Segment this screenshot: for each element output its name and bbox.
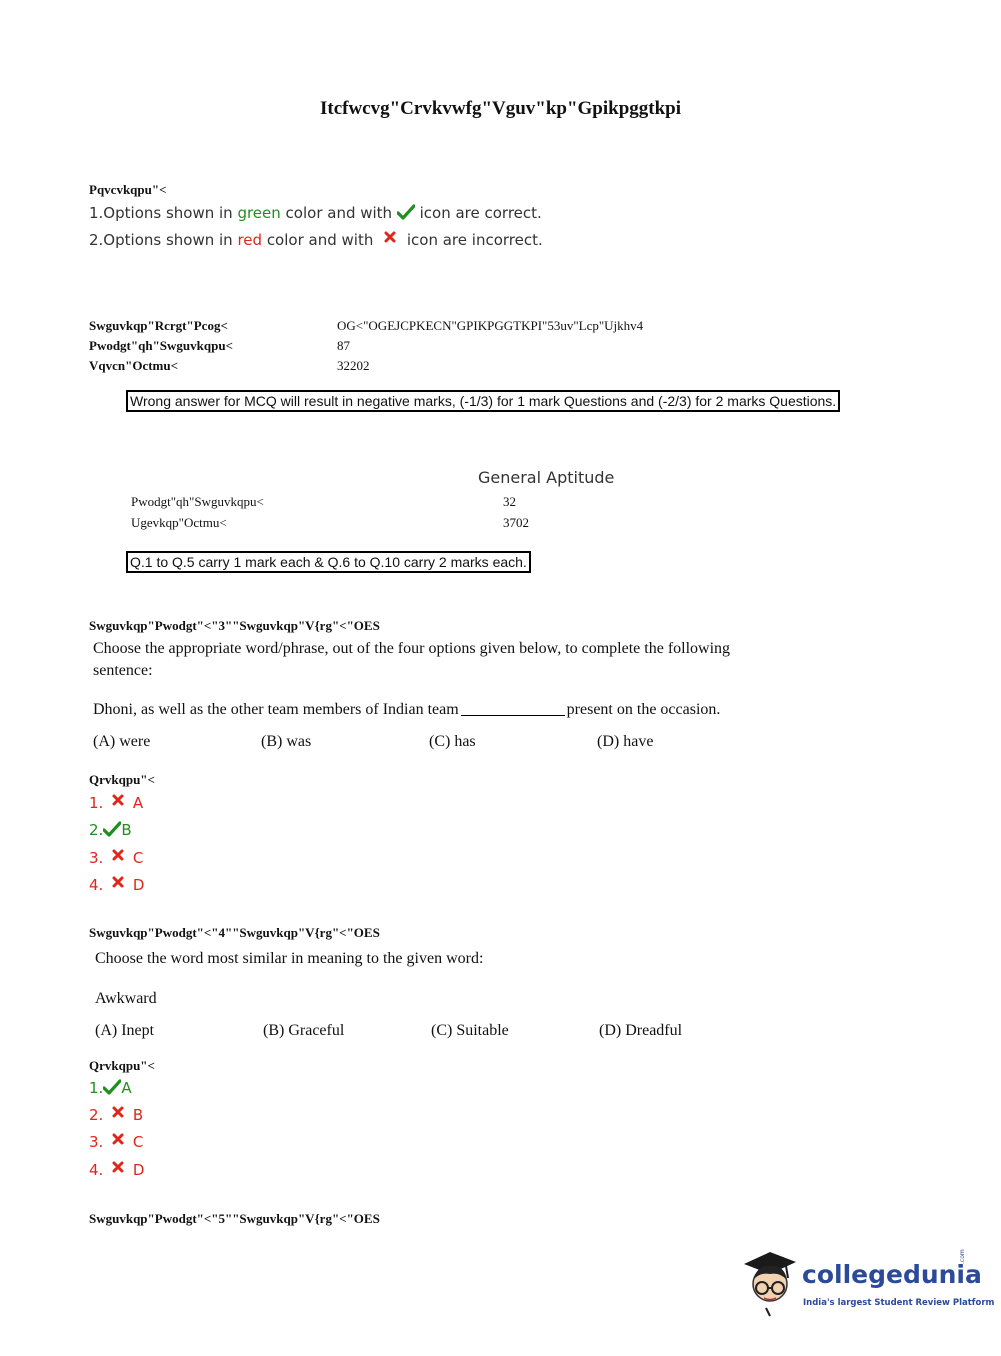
total-marks-value: 32202	[337, 358, 370, 373]
cross-icon	[112, 849, 124, 861]
question-word: Awkward	[95, 990, 157, 1007]
notation-line-1: 1.Options shown in green color and with icon are correct.	[89, 204, 542, 222]
question-header: Swguvkqp"Pwodgt"<"3""Swguvkqp"V{rg"<"OES	[89, 618, 380, 633]
sentence-blank	[461, 701, 565, 716]
option-row: 4. D	[89, 1161, 145, 1179]
option-row: 3. C	[89, 1133, 144, 1151]
cross-icon	[112, 1161, 124, 1173]
options-heading: Qrvkqpu"<	[89, 772, 155, 787]
option-row: 3. C	[89, 849, 144, 867]
option-row: 1. A	[89, 794, 144, 812]
check-icon	[397, 204, 415, 220]
choice-d: (D) Dreadful	[599, 1022, 683, 1039]
option-row: 1. A	[89, 1079, 132, 1097]
choice-b: (B) Graceful	[263, 1022, 345, 1039]
option-row: 2. B	[89, 821, 132, 839]
options-heading: Qrvkqpu"<	[89, 1058, 155, 1073]
question-count-value: 87	[337, 338, 350, 353]
section-question-count-value: 32	[503, 494, 516, 509]
question-text-cont: sentence:	[93, 662, 153, 679]
section-question-count-label: Pwodgt"qh"Swguvkqpu<	[131, 494, 264, 509]
question-text: Choose the appropriate word/phrase, out of the four options given below, to complete the following	[93, 640, 731, 657]
notations-heading: Pqvcvkqpu"<	[89, 182, 167, 197]
paper-name-value: OG<"OGEJCPKECN"GPIKPGGTKPI"53uv"Lcp"Ujkhv4	[337, 318, 644, 333]
section-marks-value: 3702	[503, 515, 529, 530]
check-icon	[103, 821, 121, 837]
choice-a: (A) were	[93, 733, 151, 750]
marks-distribution-note: Q.1 to Q.5 carry 1 mark each & Q.6 to Q.10 carry 2 marks each.	[126, 551, 531, 573]
question-text: Choose the word most similar in meaning to the given word:	[95, 950, 484, 967]
page-title: Itcfwcvg"Crvkvwfg"Vguv"kp"Gpikpggtkpi	[319, 98, 682, 119]
notation-line-2: 2.Options shown in red color and with icon are incorrect.	[89, 231, 543, 249]
choice-a: (A) Inept	[95, 1022, 155, 1039]
section-marks-label: Ugevkqp"Octmu<	[131, 515, 227, 530]
brand-tagline: India's largest Student Review Platform	[803, 1298, 995, 1308]
choice-c: (C) Suitable	[431, 1022, 509, 1039]
brand-name: collegedunia	[802, 1260, 982, 1289]
question-3-header: Swguvkqp"Pwodgt"<"5""Swguvkqp"V{rg"<"OES	[89, 1211, 380, 1226]
question-header: Swguvkqp"Pwodgt"<"4""Swguvkqp"V{rg"<"OES	[89, 925, 380, 940]
option-row: 4. D	[89, 876, 145, 894]
cross-icon	[112, 1106, 124, 1118]
total-marks-label: Vqvcn"Octmu<	[89, 358, 179, 373]
brand-suffix: .com	[959, 1249, 966, 1264]
section-name: General Aptitude	[478, 468, 615, 487]
mascot-icon	[740, 1250, 802, 1318]
choice-d: (D) have	[597, 733, 654, 750]
option-row: 2. B	[89, 1106, 144, 1124]
choice-b: (B) was	[261, 733, 312, 750]
cross-icon	[112, 876, 124, 888]
cross-icon	[112, 1133, 124, 1145]
collegedunia-logo	[740, 1249, 995, 1320]
check-icon	[103, 1079, 121, 1095]
choice-c: (C) has	[429, 733, 476, 750]
negative-marking-warning: Wrong answer for MCQ will result in negative marks, (-1/3) for 1 mark Questions and (-2/3) for 2 marks Questions.	[126, 390, 840, 412]
question-count-label: Pwodgt"qh"Swguvkqpu<	[89, 338, 233, 353]
cross-icon	[112, 794, 124, 806]
cross-icon	[384, 231, 396, 243]
paper-name-label: Swguvkqp"Rcrgt"Pcog<	[89, 318, 228, 333]
question-sentence: Dhoni, as well as the other team members of Indian team present on the occasion.	[93, 701, 721, 718]
